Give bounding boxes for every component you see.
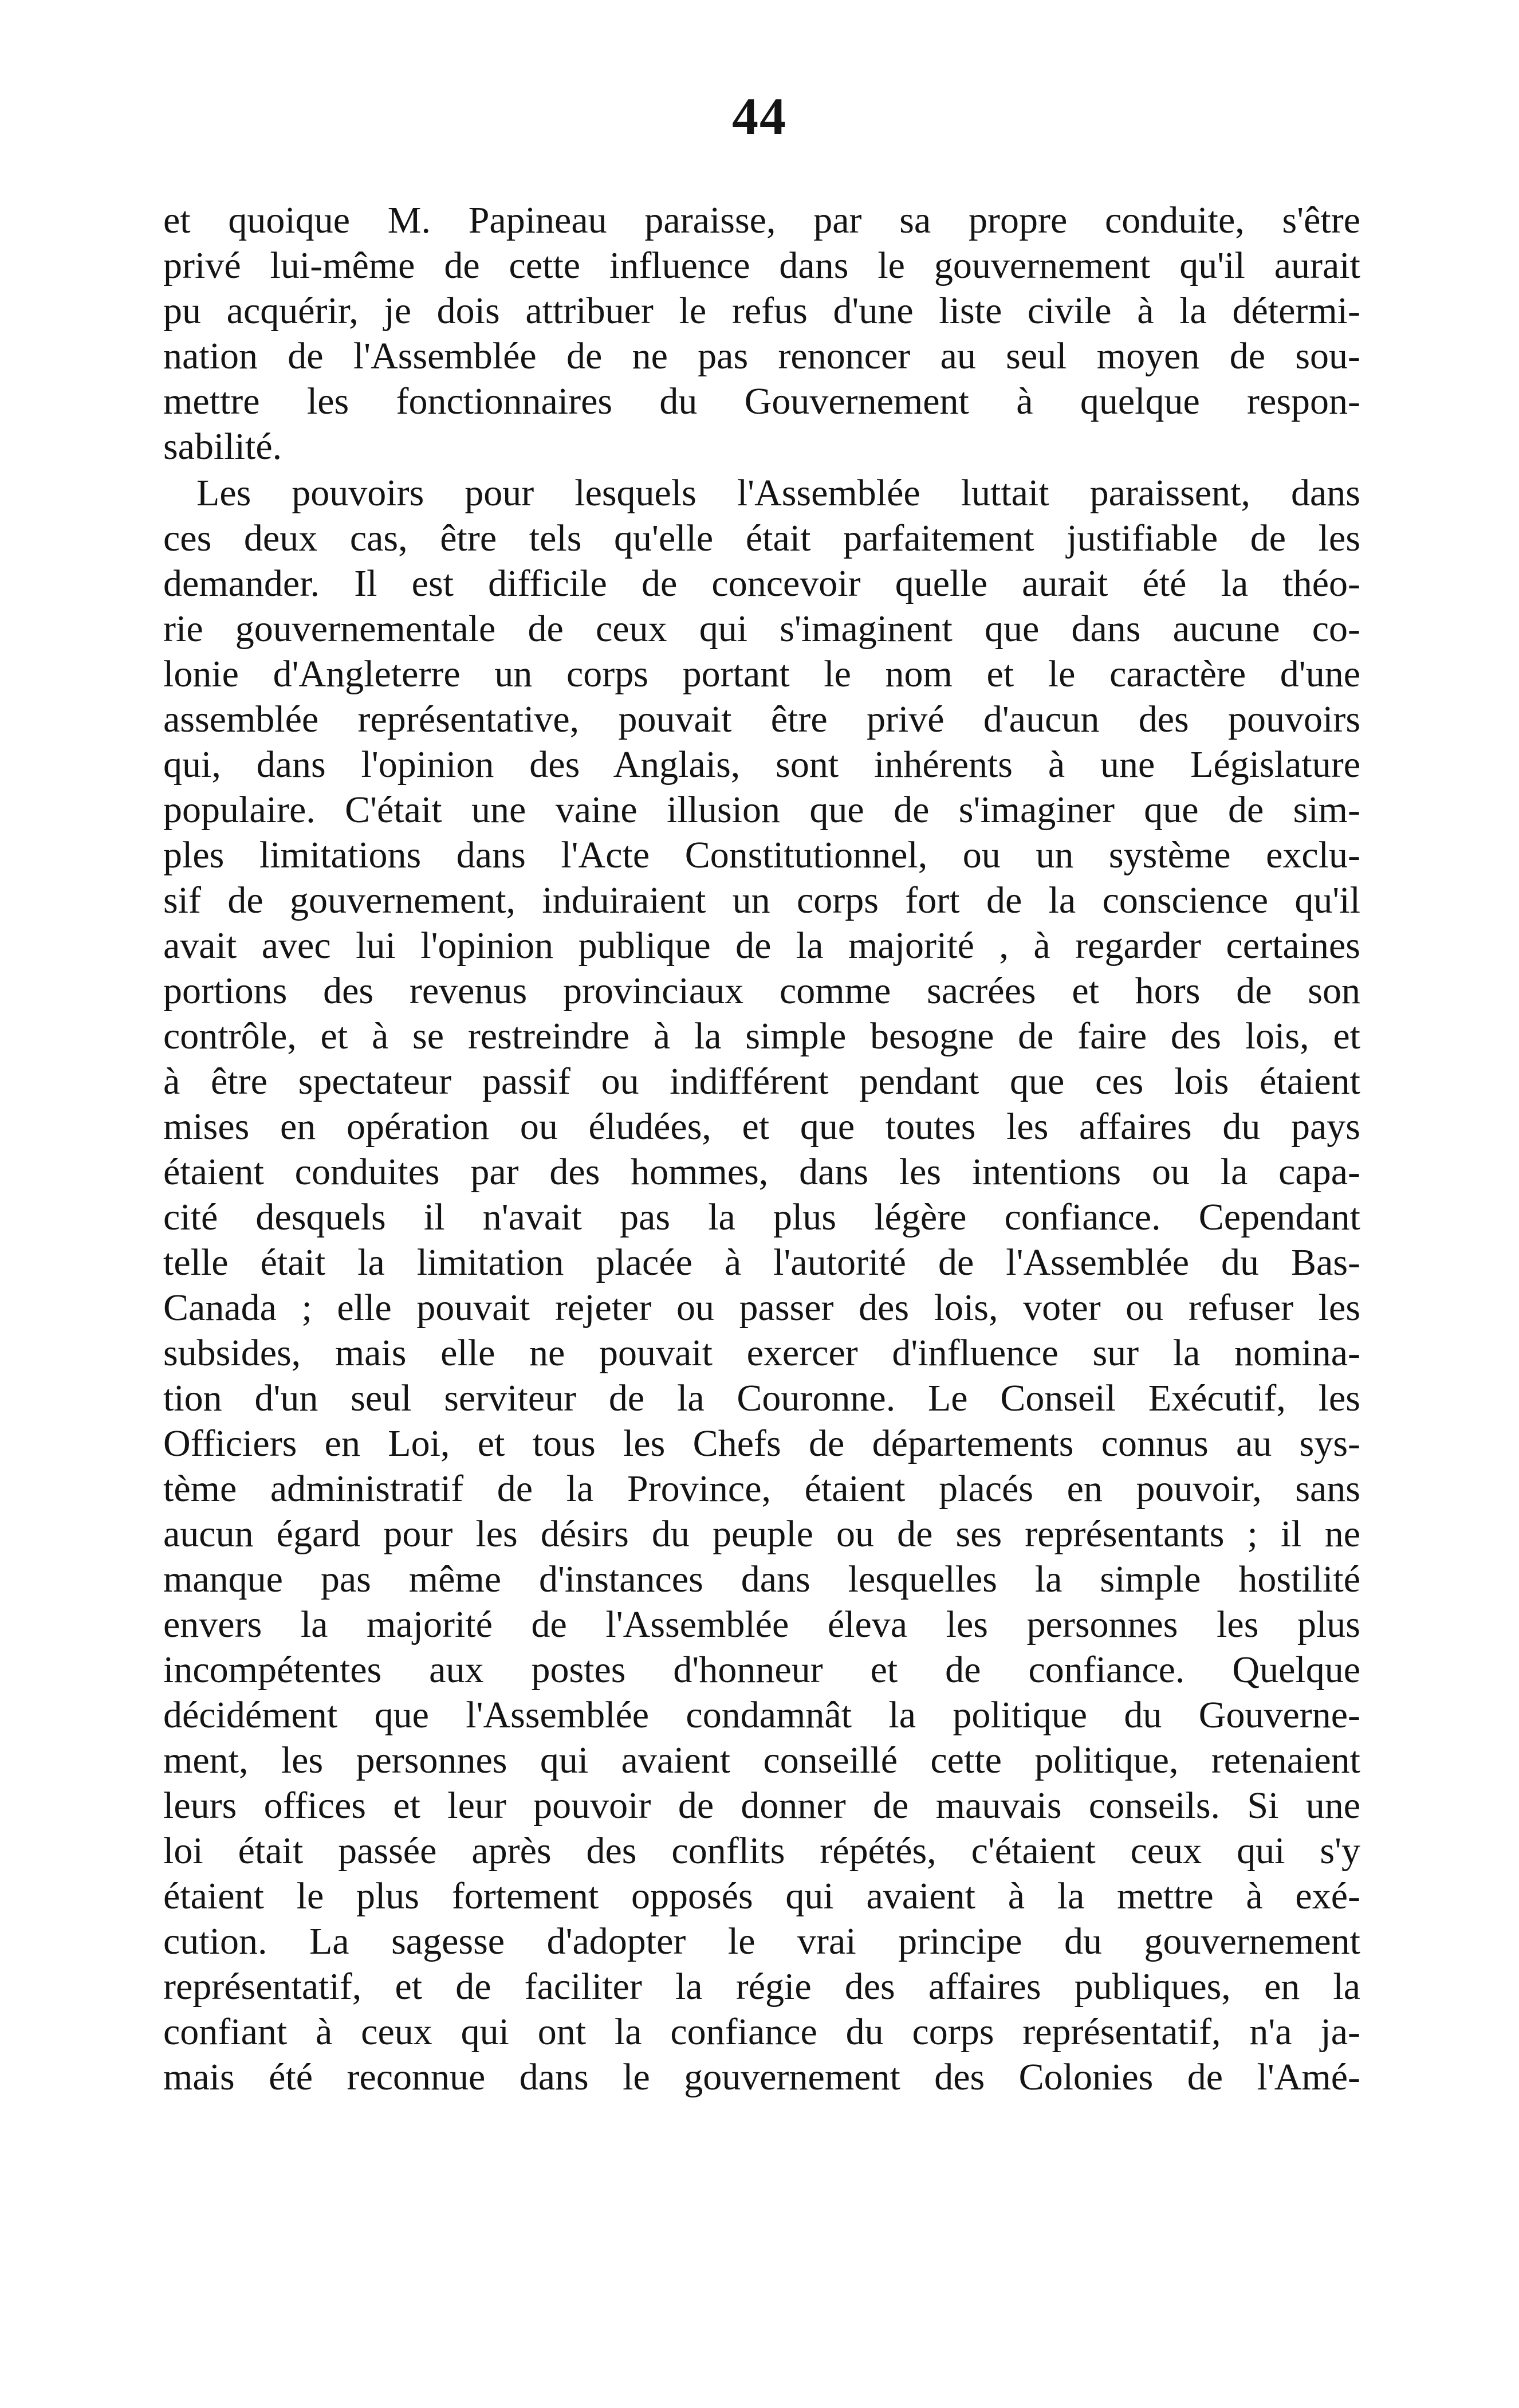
text-line: lonie d'Angleterre un corps portant le nom et le caractère d'une bbox=[163, 653, 1360, 695]
body-text bbox=[163, 198, 1360, 2100]
text-line: ces deux cas, être tels qu'elle était parfaitement justifiable de les bbox=[163, 517, 1360, 559]
text-line: portions des revenus provinciaux comme sacrées et hors de son bbox=[163, 970, 1360, 1012]
text-line: ment, les personnes qui avaient conseillé cette politique, retenaient bbox=[163, 1739, 1360, 1781]
text-line: pu acquérir, je dois attribuer le refus d'une liste civile à la détermi- bbox=[163, 290, 1360, 332]
text-line: cution. La sagesse d'adopter le vrai principe du gouvernement bbox=[163, 1920, 1360, 1962]
text-line: populaire. C'était une vaine illusion que de s'imaginer que de sim- bbox=[163, 789, 1360, 831]
text-line: mises en opération ou éludées, et que toutes les affaires du pays bbox=[163, 1106, 1360, 1148]
text-line: aucun égard pour les désirs du peuple ou de ses représentants ; il ne bbox=[163, 1513, 1360, 1555]
text-line: mais été reconnue dans le gouvernement des Colonies de l'Amé- bbox=[163, 2056, 1360, 2098]
text-line: leurs offices et leur pouvoir de donner de mauvais conseils. Si une bbox=[163, 1785, 1360, 1826]
text-line: privé lui-même de cette influence dans le gouvernement qu'il aurait bbox=[163, 245, 1360, 286]
text-line: mettre les fonctionnaires du Gouvernement à quelque respon- bbox=[163, 380, 1360, 422]
text-line: manque pas même d'instances dans lesquelles la simple hostilité bbox=[163, 1558, 1360, 1600]
text-line: étaient le plus fortement opposés qui avaient à la mettre à exé- bbox=[163, 1875, 1360, 1917]
text-line: et quoique M. Papineau paraisse, par sa propre conduite, s'être bbox=[163, 199, 1360, 241]
text-line: incompétentes aux postes d'honneur et de confiance. Quelque bbox=[163, 1649, 1360, 1691]
text-line: cité desquels il n'avait pas la plus légère confiance. Cependant bbox=[163, 1196, 1360, 1238]
text-line: ples limitations dans l'Acte Constitutionnel, ou un système exclu- bbox=[163, 834, 1360, 876]
text-line: Canada ; elle pouvait rejeter ou passer des lois, voter ou refuser les bbox=[163, 1287, 1360, 1329]
text-line: tion d'un seul serviteur de la Couronne. Le Conseil Exécutif, les bbox=[163, 1377, 1360, 1419]
text-line: contrôle, et à se restreindre à la simple besogne de faire des lois, et bbox=[163, 1015, 1360, 1057]
text-line: demander. Il est difficile de concevoir quelle aurait été la théo- bbox=[163, 563, 1360, 604]
text-line: nation de l'Assemblée de ne pas renoncer au seul moyen de sou- bbox=[163, 335, 1360, 377]
page-number: 44 bbox=[732, 87, 787, 146]
text-line: tème administratif de la Province, étaient placés en pouvoir, sans bbox=[163, 1468, 1360, 1510]
text-line: sif de gouvernement, induiraient un corps fort de la conscience qu'il bbox=[163, 879, 1360, 921]
text-line: telle était la limitation placée à l'autorité de l'Assemblée du Bas- bbox=[163, 1242, 1360, 1283]
text-line: loi était passée après des conflits répétés, c'étaient ceux qui s'y bbox=[163, 1830, 1360, 1872]
text-line: confiant à ceux qui ont la confiance du corps représentatif, n'a ja- bbox=[163, 2011, 1360, 2053]
text-line: représentatif, et de faciliter la régie des affaires publiques, en la bbox=[163, 1966, 1360, 2008]
text-line: étaient conduites par des hommes, dans les intentions ou la capa- bbox=[163, 1151, 1360, 1193]
text-line: rie gouvernementale de ceux qui s'imaginent que dans aucune co- bbox=[163, 608, 1360, 650]
text-line: sabilité. bbox=[163, 426, 282, 468]
text-line: décidément que l'Assemblée condamnât la politique du Gouverne- bbox=[163, 1694, 1360, 1736]
text-line: à être spectateur passif ou indifférent pendant que ces lois étaient bbox=[163, 1060, 1360, 1102]
text-line: envers la majorité de l'Assemblée éleva les personnes les plus bbox=[163, 1604, 1360, 1645]
text-line: assemblée représentative, pouvait être privé d'aucun des pouvoirs bbox=[163, 698, 1360, 740]
text-line: qui, dans l'opinion des Anglais, sont inhérents à une Législature bbox=[163, 744, 1360, 785]
text-line: subsides, mais elle ne pouvait exercer d'influence sur la nomina- bbox=[163, 1332, 1360, 1374]
text-line: Les pouvoirs pour lesquels l'Assemblée luttait paraissent, dans bbox=[196, 472, 1360, 514]
text-line: avait avec lui l'opinion publique de la majorité , à regarder certaines bbox=[163, 925, 1360, 967]
text-line: Officiers en Loi, et tous les Chefs de départements connus au sys- bbox=[163, 1423, 1360, 1464]
